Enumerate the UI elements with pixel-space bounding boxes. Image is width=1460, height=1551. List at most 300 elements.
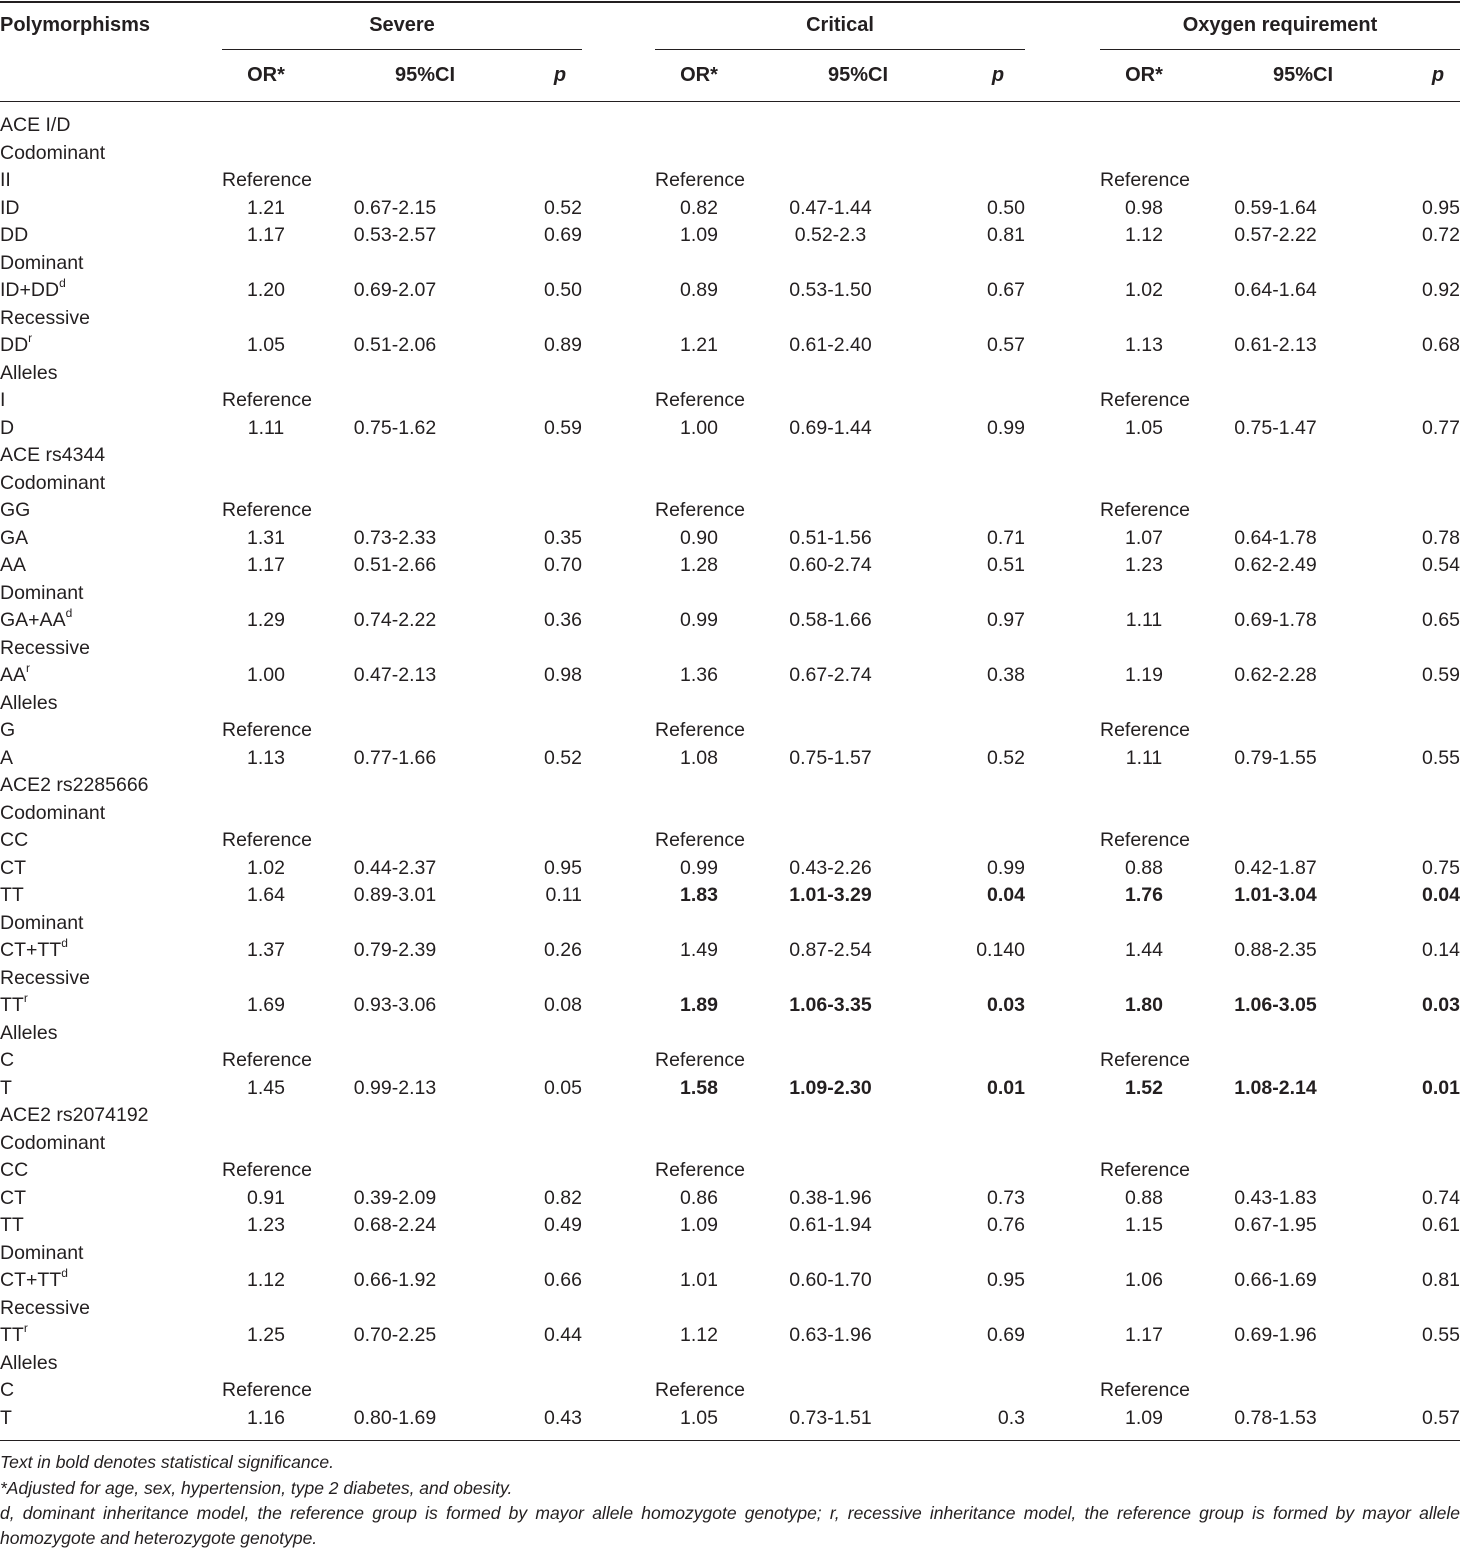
reference-cell: Reference <box>1100 499 1190 521</box>
row-label-text: ID <box>0 196 20 219</box>
reference-cell: Reference <box>655 499 745 521</box>
ci-value: 0.75-1.47 <box>1234 416 1317 439</box>
row-label-text: Alleles <box>0 691 58 714</box>
table-row <box>0 222 1460 250</box>
row-section-label <box>0 580 222 608</box>
table-row <box>0 1157 1460 1185</box>
or-value: 0.88 <box>1125 1186 1163 1209</box>
or-value: 1.58 <box>680 1076 718 1099</box>
row-genotype-label <box>0 1185 222 1213</box>
gap-cell <box>1025 1075 1100 1103</box>
p-value: 0.36 <box>544 609 582 631</box>
table-row <box>0 1377 1460 1405</box>
p-value: 0.52 <box>544 746 582 769</box>
empty-cell <box>222 442 1460 470</box>
header-group-critical: Critical <box>806 14 874 36</box>
row-label-text: T <box>0 1076 12 1099</box>
row-label-text: Alleles <box>0 1351 58 1374</box>
or-value: 1.09 <box>1125 1406 1163 1429</box>
p-value: 0.05 <box>544 1076 582 1099</box>
or-value: 0.88 <box>1125 856 1163 879</box>
or-value: 1.11 <box>1125 609 1163 631</box>
ci-value: 0.53-2.57 <box>353 224 437 246</box>
table-row <box>0 1185 1460 1213</box>
row-label-text: Recessive <box>0 966 90 989</box>
p-value: 0.71 <box>987 526 1025 549</box>
p-value: 0.98 <box>544 664 582 686</box>
row-section-label <box>0 910 222 938</box>
reference-cell: Reference <box>222 169 312 191</box>
ci-value: 1.08-2.14 <box>1234 1076 1317 1099</box>
row-label-text: AA <box>0 554 27 576</box>
p-value: 0.01 <box>987 1076 1025 1099</box>
row-genotype-label <box>0 607 222 635</box>
row-label-text: CC <box>0 829 29 851</box>
row-genotype-label <box>0 415 222 443</box>
empty-cell <box>222 910 1460 938</box>
or-value: 0.99 <box>680 609 718 631</box>
table-row <box>0 992 1460 1020</box>
table-row <box>0 415 1460 443</box>
or-value: 1.08 <box>680 746 718 769</box>
subheader-or: OR* <box>1125 64 1163 86</box>
gap-cell <box>1025 387 1100 415</box>
ci-value: 0.64-1.64 <box>1234 279 1317 301</box>
row-label-text: CT+TT <box>0 1269 62 1291</box>
ci-value: 0.44-2.37 <box>353 856 437 879</box>
p-value: 0.52 <box>987 746 1025 769</box>
header-polymorphisms: Polymorphisms <box>0 14 151 36</box>
ci-value: 0.62-2.28 <box>1234 664 1317 686</box>
ci-value: 0.67-2.74 <box>789 664 872 686</box>
gap-cell <box>1025 855 1100 883</box>
footnote-models: d, dominant inheritance model, the reference group is formed by mayor allele homozygote genotype; r, recessive inheritance model, the reference group is formed by mayor allele homozygote and heterozygote genotype. <box>0 1503 1460 1548</box>
or-value: 1.01 <box>680 1269 718 1291</box>
empty-cell <box>222 360 1460 388</box>
row-label-text: DD <box>0 334 29 356</box>
or-value: 1.36 <box>680 664 718 686</box>
footnote-adjusted: *Adjusted for age, sex, hypertension, type 2 diabetes, and obesity. <box>0 1478 513 1498</box>
empty-cell <box>222 580 1460 608</box>
row-label-text: A <box>0 746 14 769</box>
p-value: 0.14 <box>1422 939 1460 961</box>
p-value: 0.03 <box>987 994 1025 1016</box>
table-row <box>0 965 1460 993</box>
row-label-text: GA+AA <box>0 609 66 631</box>
row-label-text: TT <box>0 1214 24 1236</box>
or-value: 0.99 <box>680 856 718 879</box>
reference-cell: Reference <box>222 1379 312 1401</box>
row-label-text: II <box>0 169 11 191</box>
p-value: 0.69 <box>544 224 582 246</box>
gap-cell <box>582 415 655 443</box>
p-value: 0.57 <box>1422 1406 1460 1429</box>
gap-cell <box>582 1322 655 1350</box>
row-label-text: Dominant <box>0 581 84 604</box>
ci-value: 0.53-1.50 <box>789 279 872 301</box>
gap-cell <box>582 1075 655 1103</box>
ci-value: 1.01-3.29 <box>789 884 872 906</box>
reference-cell: Reference <box>222 389 312 411</box>
table-row <box>0 607 1460 635</box>
gap-cell <box>1025 1212 1100 1240</box>
p-value: 0.52 <box>544 196 582 219</box>
table-row <box>0 1405 1460 1433</box>
p-value: 0.11 <box>545 884 582 906</box>
row-label-text: Codominant <box>0 801 106 824</box>
row-genotype-label <box>0 497 222 525</box>
ci-value: 0.80-1.69 <box>353 1406 437 1429</box>
gap-cell <box>582 827 655 855</box>
row-label-text: Alleles <box>0 361 58 384</box>
table-row <box>0 1350 1460 1378</box>
row-label-text: C <box>0 1379 15 1401</box>
p-value: 0.50 <box>544 279 582 301</box>
ci-value: 1.01-3.04 <box>1234 884 1317 906</box>
footnote-significance: Text in bold denotes statistical significance. <box>0 1452 334 1472</box>
row-genotype-label <box>0 882 222 910</box>
table-row <box>0 800 1460 828</box>
or-value: 1.21 <box>247 196 285 219</box>
row-label-text: DD <box>0 224 29 246</box>
row-label-text: G <box>0 719 16 741</box>
ci-value: 0.70-2.25 <box>353 1324 437 1346</box>
gap-cell <box>1025 277 1100 305</box>
subheader-p: p <box>991 64 1005 86</box>
p-value: 0.01 <box>1422 1076 1460 1099</box>
table-row <box>0 442 1460 470</box>
or-value: 1.52 <box>1125 1076 1163 1099</box>
gap-cell <box>1025 827 1100 855</box>
ci-value: 1.06-3.35 <box>789 994 872 1016</box>
row-label-text: C <box>0 1049 15 1071</box>
table-row <box>0 937 1460 965</box>
model-superscript: r <box>26 661 31 675</box>
row-section-label <box>0 470 222 498</box>
row-section-label <box>0 772 222 800</box>
ci-value: 0.73-1.51 <box>789 1406 872 1429</box>
row-label-text: AA <box>0 664 27 686</box>
empty-cell <box>222 1350 1460 1378</box>
row-genotype-label <box>0 1267 222 1295</box>
reference-cell: Reference <box>655 829 745 851</box>
or-value: 1.16 <box>247 1406 285 1429</box>
or-value: 1.05 <box>680 1406 718 1429</box>
gap-cell <box>1025 1322 1100 1350</box>
table-row <box>0 387 1460 415</box>
gap-cell <box>582 222 655 250</box>
p-value: 0.68 <box>1422 334 1460 356</box>
or-value: 0.89 <box>680 279 718 301</box>
ci-value: 0.43-1.83 <box>1234 1186 1317 1209</box>
ci-value: 0.61-2.40 <box>789 334 872 356</box>
ci-value: 1.06-3.05 <box>1234 994 1317 1016</box>
or-value: 1.02 <box>1125 279 1163 301</box>
reference-cell: Reference <box>1100 829 1190 851</box>
gap-cell <box>1025 1267 1100 1295</box>
reference-cell: Reference <box>655 1159 745 1181</box>
gap-cell <box>1025 882 1100 910</box>
or-value: 1.80 <box>1125 994 1163 1016</box>
or-value: 1.45 <box>247 1076 285 1099</box>
row-section-label <box>0 1102 222 1130</box>
or-value: 1.17 <box>247 554 285 576</box>
p-value: 0.66 <box>544 1269 582 1291</box>
table-bottom-rule <box>0 1440 1460 1441</box>
ci-value: 0.93-3.06 <box>353 994 437 1016</box>
ci-value: 0.51-2.66 <box>353 554 437 576</box>
empty-cell <box>222 1102 1460 1130</box>
p-value: 0.50 <box>987 196 1025 219</box>
p-value: 0.59 <box>1422 664 1460 686</box>
or-value: 1.11 <box>247 416 285 439</box>
gap-cell <box>582 662 655 690</box>
row-label-text: Codominant <box>0 1131 106 1154</box>
p-value: 0.72 <box>1422 224 1460 246</box>
or-value: 1.12 <box>247 1269 285 1291</box>
gap-cell <box>1025 1157 1100 1185</box>
row-label-text: GA <box>0 526 29 549</box>
p-value: 0.51 <box>987 554 1025 576</box>
ci-value: 0.78-1.53 <box>1234 1406 1317 1429</box>
reference-cell: Reference <box>1100 1159 1190 1181</box>
table-row <box>0 112 1460 140</box>
ci-value: 0.64-1.78 <box>1234 526 1317 549</box>
reference-cell: Reference <box>655 1379 745 1401</box>
gap-cell <box>582 497 655 525</box>
row-label-text: D <box>0 416 15 439</box>
p-value: 0.92 <box>1422 279 1460 301</box>
gap-cell <box>1025 1405 1100 1433</box>
row-section-label <box>0 360 222 388</box>
table-row <box>0 1295 1460 1323</box>
p-value: 0.04 <box>987 884 1025 906</box>
ci-value: 0.51-2.06 <box>353 334 437 356</box>
row-section-label <box>0 140 222 168</box>
or-value: 1.17 <box>247 224 285 246</box>
row-genotype-label <box>0 745 222 773</box>
row-genotype-label <box>0 992 222 1020</box>
table-row <box>0 360 1460 388</box>
or-value: 0.91 <box>247 1186 285 1209</box>
ci-value: 0.43-2.26 <box>789 856 872 879</box>
empty-cell <box>222 690 1460 718</box>
reference-cell: Reference <box>1100 389 1190 411</box>
row-genotype-label <box>0 1075 222 1103</box>
or-value: 1.49 <box>680 939 718 961</box>
empty-cell <box>222 1295 1460 1323</box>
table-row <box>0 1240 1460 1268</box>
table-row <box>0 580 1460 608</box>
ci-value: 0.63-1.96 <box>789 1324 872 1346</box>
row-section-label <box>0 442 222 470</box>
p-value: 0.55 <box>1422 1324 1460 1346</box>
subheader-p: p <box>553 64 567 86</box>
row-section-label <box>0 112 222 140</box>
row-section-label <box>0 690 222 718</box>
ci-value: 0.51-1.56 <box>789 526 872 549</box>
ci-value: 0.68-2.24 <box>353 1214 437 1236</box>
or-value: 1.05 <box>247 334 285 356</box>
row-genotype-label <box>0 1212 222 1240</box>
gap-cell <box>1025 415 1100 443</box>
model-superscript: r <box>23 1321 28 1335</box>
ci-value: 0.39-2.09 <box>353 1186 437 1209</box>
empty-cell <box>222 140 1460 168</box>
reference-cell: Reference <box>1100 1049 1190 1071</box>
subheader-or: OR* <box>680 64 718 86</box>
row-label-text: ID+DD <box>0 279 60 301</box>
row-genotype-label <box>0 855 222 883</box>
gap-cell <box>1025 222 1100 250</box>
table-row <box>0 827 1460 855</box>
row-genotype-label <box>0 525 222 553</box>
p-value: 0.99 <box>987 416 1025 439</box>
empty-cell <box>222 1240 1460 1268</box>
ci-value: 0.87-2.54 <box>789 939 872 961</box>
table-row <box>0 332 1460 360</box>
ci-value: 0.62-2.49 <box>1234 554 1317 576</box>
row-label-text: GG <box>0 499 31 521</box>
ci-value: 0.79-2.39 <box>353 939 437 961</box>
row-section-label <box>0 1240 222 1268</box>
reference-cell: Reference <box>655 1049 745 1071</box>
p-value: 0.99 <box>987 856 1025 879</box>
ci-value: 0.67-2.15 <box>353 196 437 219</box>
ci-value: 0.79-1.55 <box>1234 746 1317 769</box>
ci-value: 0.89-3.01 <box>353 884 437 906</box>
table-row <box>0 717 1460 745</box>
ci-value: 0.47-1.44 <box>789 196 872 219</box>
p-value: 0.95 <box>1422 196 1460 219</box>
ci-value: 0.73-2.33 <box>353 526 437 549</box>
row-section-label <box>0 965 222 993</box>
gap-cell <box>1025 552 1100 580</box>
gap-cell <box>582 1267 655 1295</box>
ci-value: 0.77-1.66 <box>353 746 437 769</box>
p-value: 0.70 <box>544 554 582 576</box>
or-value: 0.90 <box>680 526 718 549</box>
or-value: 1.12 <box>1125 224 1163 246</box>
ci-value: 0.60-1.70 <box>789 1269 872 1291</box>
or-value: 1.15 <box>1125 1214 1163 1236</box>
row-label-text: Recessive <box>0 306 90 329</box>
ci-value: 0.69-1.44 <box>789 416 872 439</box>
gap-cell <box>1025 497 1100 525</box>
or-value: 0.82 <box>680 196 718 219</box>
gap-cell <box>582 1212 655 1240</box>
ci-value: 0.59-1.64 <box>1234 196 1317 219</box>
table-row <box>0 1212 1460 1240</box>
row-section-label <box>0 305 222 333</box>
reference-cell: Reference <box>1100 1379 1190 1401</box>
reference-cell: Reference <box>1100 169 1190 191</box>
reference-cell: Reference <box>222 1049 312 1071</box>
row-section-label <box>0 800 222 828</box>
table-row <box>0 497 1460 525</box>
header-group-oxygen: Oxygen requirement <box>1182 14 1378 36</box>
gap-cell <box>582 1377 655 1405</box>
row-label-text: ACE I/D <box>0 114 71 136</box>
gap-cell <box>582 1185 655 1213</box>
or-value: 1.23 <box>1125 554 1163 576</box>
empty-cell <box>222 470 1460 498</box>
gap-cell <box>582 717 655 745</box>
gap-cell <box>1025 992 1100 1020</box>
gap-cell <box>582 387 655 415</box>
p-value: 0.49 <box>544 1214 582 1236</box>
ci-value: 0.74-2.22 <box>353 609 437 631</box>
gap-cell <box>1025 525 1100 553</box>
table-row <box>0 525 1460 553</box>
row-genotype-label <box>0 717 222 745</box>
or-value: 1.17 <box>1125 1324 1163 1346</box>
or-value: 1.89 <box>680 994 718 1016</box>
gap-cell <box>582 1157 655 1185</box>
model-superscript: d <box>61 936 68 950</box>
p-value: 0.57 <box>987 334 1025 356</box>
row-label-text: TT <box>0 994 24 1016</box>
row-section-label <box>0 1130 222 1158</box>
ci-value: 0.47-2.13 <box>353 664 437 686</box>
reference-cell: Reference <box>222 1159 312 1181</box>
gap-cell <box>582 332 655 360</box>
row-genotype-label <box>0 332 222 360</box>
p-value: 0.65 <box>1422 609 1460 631</box>
gap-cell <box>1025 167 1100 195</box>
table-row <box>0 662 1460 690</box>
p-value: 0.3 <box>997 1406 1025 1429</box>
p-value: 0.03 <box>1422 994 1460 1016</box>
row-section-label <box>0 1295 222 1323</box>
ci-value: 0.75-1.62 <box>353 416 437 439</box>
ci-value: 0.69-1.78 <box>1234 609 1317 631</box>
row-label-text: Alleles <box>0 1021 58 1044</box>
ci-value: 0.61-1.94 <box>789 1214 872 1236</box>
gap-cell <box>1025 717 1100 745</box>
p-value: 0.82 <box>544 1186 582 1209</box>
gap-cell <box>1025 332 1100 360</box>
group-rule-oxygen <box>1100 49 1460 50</box>
row-label-text: CC <box>0 1159 29 1181</box>
table-row <box>0 1267 1460 1295</box>
gap-cell <box>582 1047 655 1075</box>
subheader-ci: 95%CI <box>394 64 456 86</box>
row-label-text: TT <box>0 1324 24 1346</box>
ci-value: 0.58-1.66 <box>789 609 872 631</box>
ci-value: 0.52-2.3 <box>794 224 867 246</box>
row-label-text: CT+TT <box>0 939 62 961</box>
p-value: 0.75 <box>1422 856 1460 879</box>
reference-cell: Reference <box>1100 719 1190 741</box>
ci-value: 0.69-1.96 <box>1234 1324 1317 1346</box>
row-label-text: Recessive <box>0 636 90 659</box>
p-value: 0.26 <box>544 939 582 961</box>
p-value: 0.59 <box>544 416 582 439</box>
model-superscript: d <box>59 276 66 290</box>
table-row <box>0 277 1460 305</box>
ci-value: 0.66-1.69 <box>1234 1269 1317 1291</box>
row-genotype-label <box>0 1157 222 1185</box>
gap-cell <box>582 277 655 305</box>
ci-value: 0.88-2.35 <box>1234 939 1317 961</box>
row-label-text: Dominant <box>0 251 84 274</box>
ci-value: 0.38-1.96 <box>789 1186 872 1209</box>
model-superscript: d <box>61 1266 68 1280</box>
or-value: 1.02 <box>247 856 285 879</box>
p-value: 0.35 <box>544 526 582 549</box>
table-row <box>0 910 1460 938</box>
